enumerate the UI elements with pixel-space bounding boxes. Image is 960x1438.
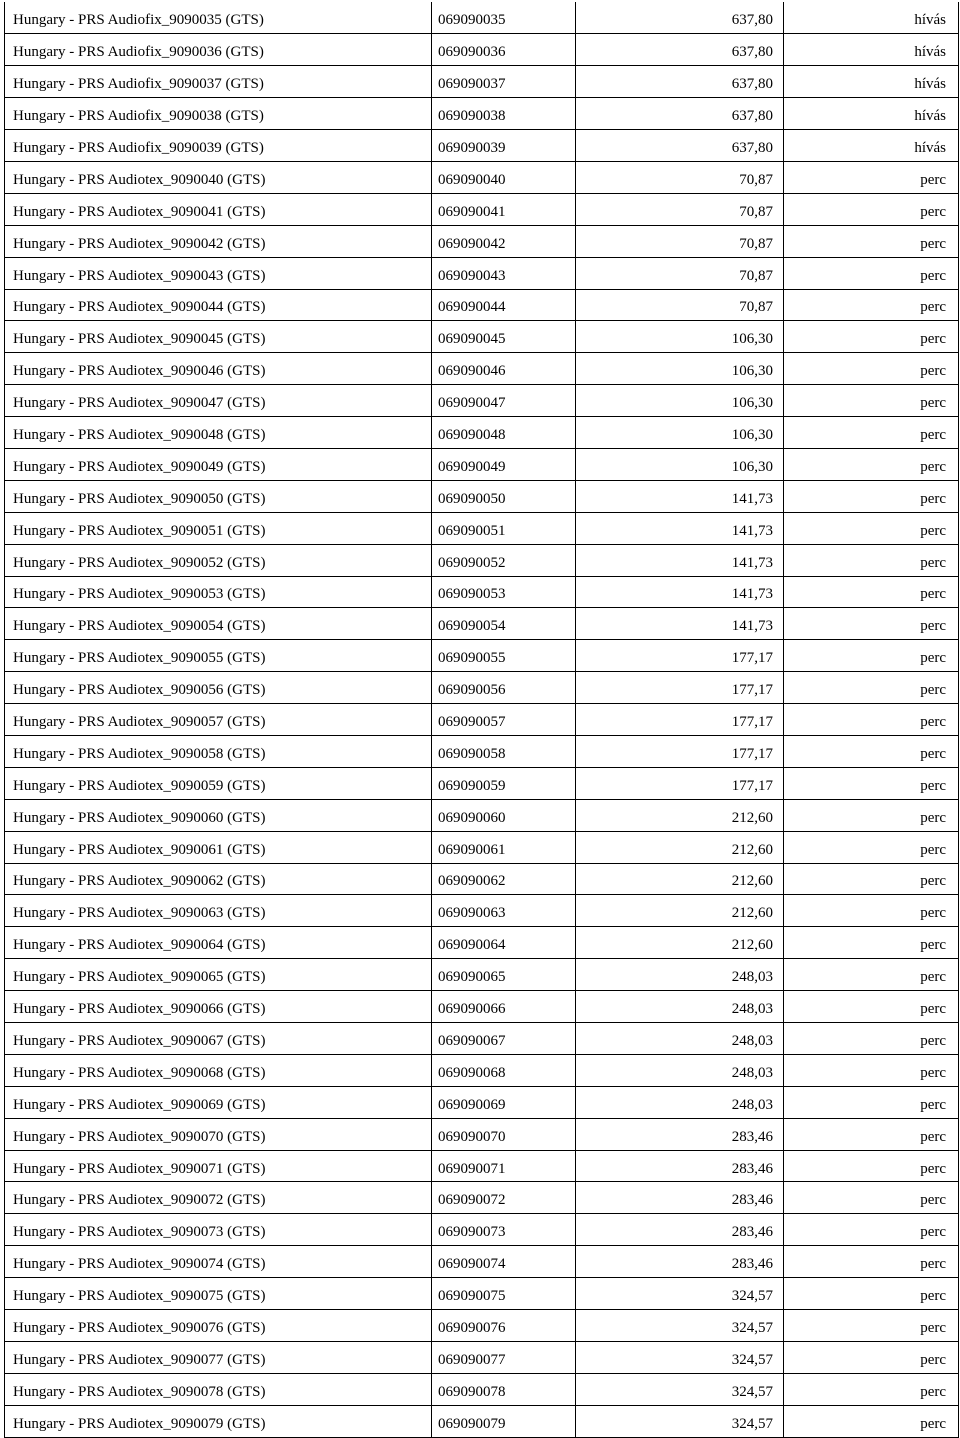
service-name-cell: Hungary - PRS Audiotex_9090072 (GTS) xyxy=(5,1182,432,1214)
price-cell: 106,30 xyxy=(576,417,784,449)
price-cell: 70,87 xyxy=(576,289,784,321)
service-name-cell: Hungary - PRS Audiotex_9090044 (GTS) xyxy=(5,289,432,321)
service-name-cell: Hungary - PRS Audiotex_9090066 (GTS) xyxy=(5,991,432,1023)
table-row xyxy=(5,895,959,927)
price-cell: 212,60 xyxy=(576,895,784,927)
price-cell: 637,80 xyxy=(576,130,784,162)
price-cell: 248,03 xyxy=(576,1023,784,1055)
phone-number-cell: 069090072 xyxy=(432,1182,576,1214)
phone-number-cell: 069090063 xyxy=(432,895,576,927)
price-cell: 248,03 xyxy=(576,1054,784,1086)
table-row xyxy=(5,321,959,353)
table-row xyxy=(5,1405,959,1437)
service-name-cell: Hungary - PRS Audiotex_9090063 (GTS) xyxy=(5,895,432,927)
table-row xyxy=(5,480,959,512)
price-cell: 212,60 xyxy=(576,863,784,895)
table-row xyxy=(5,1278,959,1310)
table-row xyxy=(5,2,959,34)
billing-unit-cell: perc xyxy=(784,608,959,640)
billing-unit-cell: perc xyxy=(784,576,959,608)
service-name-cell: Hungary - PRS Audiotex_9090069 (GTS) xyxy=(5,1086,432,1118)
table-row xyxy=(5,767,959,799)
table-body xyxy=(5,2,959,1437)
phone-number-cell: 069090056 xyxy=(432,672,576,704)
billing-unit-cell: perc xyxy=(784,544,959,576)
price-cell: 283,46 xyxy=(576,1214,784,1246)
billing-unit-cell: perc xyxy=(784,799,959,831)
phone-number-cell: 069090041 xyxy=(432,193,576,225)
service-name-cell: Hungary - PRS Audiotex_9090059 (GTS) xyxy=(5,767,432,799)
phone-number-cell: 069090065 xyxy=(432,959,576,991)
table-row xyxy=(5,1054,959,1086)
price-cell: 324,57 xyxy=(576,1310,784,1342)
service-name-cell: Hungary - PRS Audiotex_9090065 (GTS) xyxy=(5,959,432,991)
service-name-cell: Hungary - PRS Audiotex_9090051 (GTS) xyxy=(5,512,432,544)
billing-unit-cell: hívás xyxy=(784,130,959,162)
service-name-cell: Hungary - PRS Audiofix_9090038 (GTS) xyxy=(5,98,432,130)
phone-number-cell: 069090079 xyxy=(432,1405,576,1437)
phone-number-cell: 069090067 xyxy=(432,1023,576,1055)
phone-number-cell: 069090074 xyxy=(432,1246,576,1278)
billing-unit-cell: perc xyxy=(784,225,959,257)
price-cell: 248,03 xyxy=(576,991,784,1023)
price-cell: 141,73 xyxy=(576,544,784,576)
table-row xyxy=(5,1373,959,1405)
billing-unit-cell: perc xyxy=(784,257,959,289)
table-row xyxy=(5,1150,959,1182)
table-row xyxy=(5,1214,959,1246)
table-row xyxy=(5,1246,959,1278)
table-row xyxy=(5,161,959,193)
table-row xyxy=(5,512,959,544)
price-cell: 212,60 xyxy=(576,927,784,959)
service-name-cell: Hungary - PRS Audiotex_9090078 (GTS) xyxy=(5,1373,432,1405)
billing-unit-cell: perc xyxy=(784,353,959,385)
billing-unit-cell: perc xyxy=(784,1118,959,1150)
price-cell: 212,60 xyxy=(576,799,784,831)
billing-unit-cell: perc xyxy=(784,193,959,225)
service-name-cell: Hungary - PRS Audiotex_9090055 (GTS) xyxy=(5,640,432,672)
price-cell: 637,80 xyxy=(576,98,784,130)
phone-number-cell: 069090050 xyxy=(432,480,576,512)
price-cell: 106,30 xyxy=(576,448,784,480)
billing-unit-cell: perc xyxy=(784,321,959,353)
price-cell: 212,60 xyxy=(576,831,784,863)
service-name-cell: Hungary - PRS Audiotex_9090075 (GTS) xyxy=(5,1278,432,1310)
phone-number-cell: 069090075 xyxy=(432,1278,576,1310)
phone-number-cell: 069090057 xyxy=(432,704,576,736)
price-cell: 106,30 xyxy=(576,321,784,353)
table-row xyxy=(5,1086,959,1118)
price-cell: 283,46 xyxy=(576,1150,784,1182)
billing-unit-cell: perc xyxy=(784,480,959,512)
table-row xyxy=(5,225,959,257)
phone-number-cell: 069090052 xyxy=(432,544,576,576)
table-row xyxy=(5,735,959,767)
phone-number-cell: 069090048 xyxy=(432,417,576,449)
billing-unit-cell: hívás xyxy=(784,98,959,130)
phone-number-cell: 069090044 xyxy=(432,289,576,321)
service-name-cell: Hungary - PRS Audiofix_9090037 (GTS) xyxy=(5,66,432,98)
price-cell: 324,57 xyxy=(576,1278,784,1310)
phone-number-cell: 069090045 xyxy=(432,321,576,353)
billing-unit-cell: perc xyxy=(784,831,959,863)
service-name-cell: Hungary - PRS Audiofix_9090036 (GTS) xyxy=(5,34,432,66)
price-cell: 70,87 xyxy=(576,193,784,225)
service-name-cell: Hungary - PRS Audiotex_9090071 (GTS) xyxy=(5,1150,432,1182)
phone-number-cell: 069090047 xyxy=(432,385,576,417)
service-name-cell: Hungary - PRS Audiotex_9090070 (GTS) xyxy=(5,1118,432,1150)
phone-number-cell: 069090036 xyxy=(432,34,576,66)
phone-number-cell: 069090055 xyxy=(432,640,576,672)
service-name-cell: Hungary - PRS Audiotex_9090045 (GTS) xyxy=(5,321,432,353)
service-name-cell: Hungary - PRS Audiotex_9090043 (GTS) xyxy=(5,257,432,289)
billing-unit-cell: perc xyxy=(784,767,959,799)
service-name-cell: Hungary - PRS Audiotex_9090050 (GTS) xyxy=(5,480,432,512)
table-row xyxy=(5,927,959,959)
billing-unit-cell: perc xyxy=(784,1054,959,1086)
price-cell: 70,87 xyxy=(576,257,784,289)
table-row xyxy=(5,289,959,321)
service-name-cell: Hungary - PRS Audiotex_9090074 (GTS) xyxy=(5,1246,432,1278)
price-cell: 283,46 xyxy=(576,1246,784,1278)
price-cell: 324,57 xyxy=(576,1341,784,1373)
table-row xyxy=(5,1341,959,1373)
price-cell: 106,30 xyxy=(576,353,784,385)
table-row xyxy=(5,353,959,385)
phone-number-cell: 069090038 xyxy=(432,98,576,130)
price-cell: 141,73 xyxy=(576,608,784,640)
service-name-cell: Hungary - PRS Audiotex_9090062 (GTS) xyxy=(5,863,432,895)
price-cell: 637,80 xyxy=(576,2,784,34)
service-name-cell: Hungary - PRS Audiotex_9090046 (GTS) xyxy=(5,353,432,385)
table-row xyxy=(5,98,959,130)
billing-unit-cell: perc xyxy=(784,385,959,417)
phone-number-cell: 069090043 xyxy=(432,257,576,289)
price-cell: 70,87 xyxy=(576,161,784,193)
service-name-cell: Hungary - PRS Audiotex_9090049 (GTS) xyxy=(5,448,432,480)
phone-number-cell: 069090060 xyxy=(432,799,576,831)
price-cell: 637,80 xyxy=(576,34,784,66)
service-name-cell: Hungary - PRS Audiotex_9090073 (GTS) xyxy=(5,1214,432,1246)
table-row xyxy=(5,1118,959,1150)
table-row xyxy=(5,193,959,225)
billing-unit-cell: perc xyxy=(784,1086,959,1118)
service-name-cell: Hungary - PRS Audiotex_9090053 (GTS) xyxy=(5,576,432,608)
billing-unit-cell: perc xyxy=(784,959,959,991)
billing-unit-cell: hívás xyxy=(784,2,959,34)
phone-number-cell: 069090068 xyxy=(432,1054,576,1086)
phone-number-cell: 069090070 xyxy=(432,1118,576,1150)
billing-unit-cell: perc xyxy=(784,417,959,449)
price-cell: 177,17 xyxy=(576,767,784,799)
billing-unit-cell: hívás xyxy=(784,66,959,98)
service-name-cell: Hungary - PRS Audiofix_9090035 (GTS) xyxy=(5,2,432,34)
phone-number-cell: 069090039 xyxy=(432,130,576,162)
price-cell: 283,46 xyxy=(576,1182,784,1214)
phone-number-cell: 069090046 xyxy=(432,353,576,385)
table-row xyxy=(5,1182,959,1214)
price-cell: 283,46 xyxy=(576,1118,784,1150)
phone-number-cell: 069090066 xyxy=(432,991,576,1023)
phone-number-cell: 069090058 xyxy=(432,735,576,767)
billing-unit-cell: perc xyxy=(784,1373,959,1405)
billing-unit-cell: perc xyxy=(784,1310,959,1342)
table-row xyxy=(5,959,959,991)
price-cell: 141,73 xyxy=(576,512,784,544)
phone-number-cell: 069090073 xyxy=(432,1214,576,1246)
service-name-cell: Hungary - PRS Audiotex_9090057 (GTS) xyxy=(5,704,432,736)
billing-unit-cell: perc xyxy=(784,735,959,767)
service-name-cell: Hungary - PRS Audiotex_9090047 (GTS) xyxy=(5,385,432,417)
price-cell: 324,57 xyxy=(576,1373,784,1405)
billing-unit-cell: perc xyxy=(784,289,959,321)
service-name-cell: Hungary - PRS Audiotex_9090058 (GTS) xyxy=(5,735,432,767)
table-row xyxy=(5,130,959,162)
price-cell: 248,03 xyxy=(576,1086,784,1118)
billing-unit-cell: perc xyxy=(784,1214,959,1246)
table-row xyxy=(5,704,959,736)
billing-unit-cell: perc xyxy=(784,1341,959,1373)
service-name-cell: Hungary - PRS Audiotex_9090061 (GTS) xyxy=(5,831,432,863)
price-table xyxy=(4,2,959,1438)
price-cell: 106,30 xyxy=(576,385,784,417)
table-row xyxy=(5,1023,959,1055)
table-row xyxy=(5,34,959,66)
phone-number-cell: 069090064 xyxy=(432,927,576,959)
phone-number-cell: 069090076 xyxy=(432,1310,576,1342)
service-name-cell: Hungary - PRS Audiotex_9090079 (GTS) xyxy=(5,1405,432,1437)
table-row xyxy=(5,831,959,863)
price-cell: 177,17 xyxy=(576,735,784,767)
phone-number-cell: 069090049 xyxy=(432,448,576,480)
billing-unit-cell: perc xyxy=(784,895,959,927)
service-name-cell: Hungary - PRS Audiotex_9090067 (GTS) xyxy=(5,1023,432,1055)
service-name-cell: Hungary - PRS Audiotex_9090054 (GTS) xyxy=(5,608,432,640)
price-cell: 177,17 xyxy=(576,640,784,672)
service-name-cell: Hungary - PRS Audiotex_9090064 (GTS) xyxy=(5,927,432,959)
service-name-cell: Hungary - PRS Audiotex_9090041 (GTS) xyxy=(5,193,432,225)
billing-unit-cell: perc xyxy=(784,704,959,736)
service-name-cell: Hungary - PRS Audiotex_9090056 (GTS) xyxy=(5,672,432,704)
phone-number-cell: 069090040 xyxy=(432,161,576,193)
price-cell: 637,80 xyxy=(576,66,784,98)
phone-number-cell: 069090059 xyxy=(432,767,576,799)
service-name-cell: Hungary - PRS Audiotex_9090052 (GTS) xyxy=(5,544,432,576)
billing-unit-cell: perc xyxy=(784,161,959,193)
billing-unit-cell: perc xyxy=(784,448,959,480)
service-name-cell: Hungary - PRS Audiotex_9090077 (GTS) xyxy=(5,1341,432,1373)
phone-number-cell: 069090053 xyxy=(432,576,576,608)
billing-unit-cell: perc xyxy=(784,1023,959,1055)
table-row xyxy=(5,448,959,480)
billing-unit-cell: perc xyxy=(784,863,959,895)
table-row xyxy=(5,1310,959,1342)
service-name-cell: Hungary - PRS Audiotex_9090068 (GTS) xyxy=(5,1054,432,1086)
price-cell: 70,87 xyxy=(576,225,784,257)
phone-number-cell: 069090051 xyxy=(432,512,576,544)
service-name-cell: Hungary - PRS Audiotex_9090076 (GTS) xyxy=(5,1310,432,1342)
service-name-cell: Hungary - PRS Audiofix_9090039 (GTS) xyxy=(5,130,432,162)
price-cell: 324,57 xyxy=(576,1405,784,1437)
billing-unit-cell: perc xyxy=(784,1150,959,1182)
table-row xyxy=(5,863,959,895)
price-cell: 141,73 xyxy=(576,576,784,608)
table-row xyxy=(5,66,959,98)
billing-unit-cell: hívás xyxy=(784,34,959,66)
service-name-cell: Hungary - PRS Audiotex_9090040 (GTS) xyxy=(5,161,432,193)
service-name-cell: Hungary - PRS Audiotex_9090048 (GTS) xyxy=(5,417,432,449)
billing-unit-cell: perc xyxy=(784,1246,959,1278)
table-row xyxy=(5,640,959,672)
phone-number-cell: 069090054 xyxy=(432,608,576,640)
phone-number-cell: 069090062 xyxy=(432,863,576,895)
table-row xyxy=(5,417,959,449)
phone-number-cell: 069090078 xyxy=(432,1373,576,1405)
table-row xyxy=(5,257,959,289)
phone-number-cell: 069090042 xyxy=(432,225,576,257)
table-row xyxy=(5,672,959,704)
phone-number-cell: 069090069 xyxy=(432,1086,576,1118)
price-cell: 248,03 xyxy=(576,959,784,991)
billing-unit-cell: perc xyxy=(784,672,959,704)
billing-unit-cell: perc xyxy=(784,991,959,1023)
table-row xyxy=(5,991,959,1023)
phone-number-cell: 069090077 xyxy=(432,1341,576,1373)
table-row xyxy=(5,576,959,608)
table-row xyxy=(5,385,959,417)
table-row xyxy=(5,608,959,640)
price-cell: 177,17 xyxy=(576,704,784,736)
price-cell: 141,73 xyxy=(576,480,784,512)
phone-number-cell: 069090037 xyxy=(432,66,576,98)
billing-unit-cell: perc xyxy=(784,1405,959,1437)
service-name-cell: Hungary - PRS Audiotex_9090042 (GTS) xyxy=(5,225,432,257)
billing-unit-cell: perc xyxy=(784,1278,959,1310)
phone-number-cell: 069090061 xyxy=(432,831,576,863)
phone-number-cell: 069090035 xyxy=(432,2,576,34)
table-row xyxy=(5,799,959,831)
billing-unit-cell: perc xyxy=(784,512,959,544)
billing-unit-cell: perc xyxy=(784,640,959,672)
phone-number-cell: 069090071 xyxy=(432,1150,576,1182)
price-cell: 177,17 xyxy=(576,672,784,704)
billing-unit-cell: perc xyxy=(784,1182,959,1214)
billing-unit-cell: perc xyxy=(784,927,959,959)
service-name-cell: Hungary - PRS Audiotex_9090060 (GTS) xyxy=(5,799,432,831)
table-row xyxy=(5,544,959,576)
